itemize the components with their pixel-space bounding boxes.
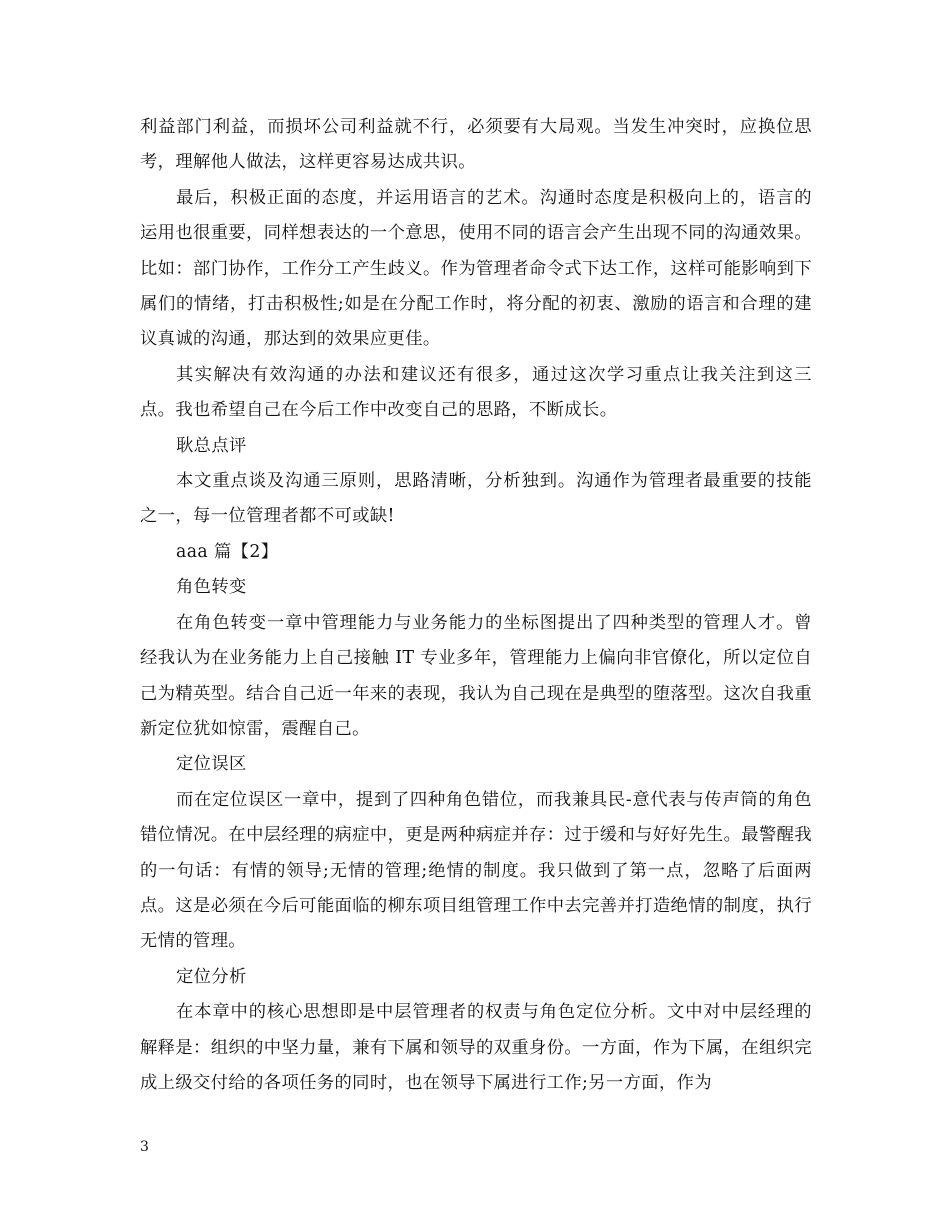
paragraph: 在角色转变一章中管理能力与业务能力的坐标图提出了四种类型的管理人才。曾经我认为在业务能力上自己接触 IT 专业多年，管理能力上偏向非官僚化，所以定位自己为精英型。结合自己近一年来的表现，我认为自己现在是典型的堕落型。这次自我重新定位犹如惊雷，震醒自己。 [140, 612, 812, 739]
page-number: 3 [140, 1139, 149, 1155]
paragraph: 其实解决有效沟通的办法和建议还有很多，通过这次学习重点让我关注到这三点。我也希望自己在今后工作中改变自己的思路，不断成长。 [140, 364, 812, 421]
section-heading: 角色转变 [176, 577, 247, 598]
paragraph: 本文重点谈及沟通三原则，思路清晰，分析独到。沟通作为管理者最重要的技能之一，每一位管理者都不可或缺! [140, 471, 812, 527]
section-heading: 耿总点评 [176, 435, 247, 456]
section-heading: aaa 篇【2】 [176, 541, 279, 562]
paragraph: 利益部门利益，而损坏公司利益就不行，必须要有大局观。当发生冲突时，应换位思考，理解他人做法，这样更容易达成共识。 [140, 117, 812, 173]
section-heading: 定位分析 [176, 966, 247, 987]
document-body [140, 110, 812, 1101]
paragraph: 而在定位误区一章中，提到了四种角色错位，而我兼具民-意代表与传声筒的角色错位情况。在中层经理的病症中，更是两种病症并存：过于缓和与好好先生。最警醒我的一句话：有情的领导;无情的管理;绝情的制度。我只做到了第一点，忽略了后面两点。这是必须在今后可能面临的柳东项目组管理工作中去完善并打造绝情的制度，执行无情的管理。 [140, 789, 812, 952]
section-heading: 定位误区 [176, 754, 247, 775]
paragraph: 在本章中的核心思想即是中层管理者的权责与角色定位分析。文中对中层经理的解释是：组织的中坚力量，兼有下属和领导的双重身份。一方面，作为下属，在组织完成上级交付给的各项任务的同时，也在领导下属进行工作;另一方面，作为 [140, 1002, 812, 1093]
paragraph: 最后，积极正面的态度，并运用语言的艺术。沟通时态度是积极向上的，语言的运用也很重要，同样想表达的一个意思，使用不同的语言会产生出现不同的沟通效果。比如：部门协作，工作分工产生歧义。作为管理者命令式下达工作，这样可能影响到下属们的情绪，打击积极性;如是在分配工作时，将分配的初衷、激励的语言和合理的建议真诚的沟通，那达到的效果应更佳。 [140, 187, 812, 350]
